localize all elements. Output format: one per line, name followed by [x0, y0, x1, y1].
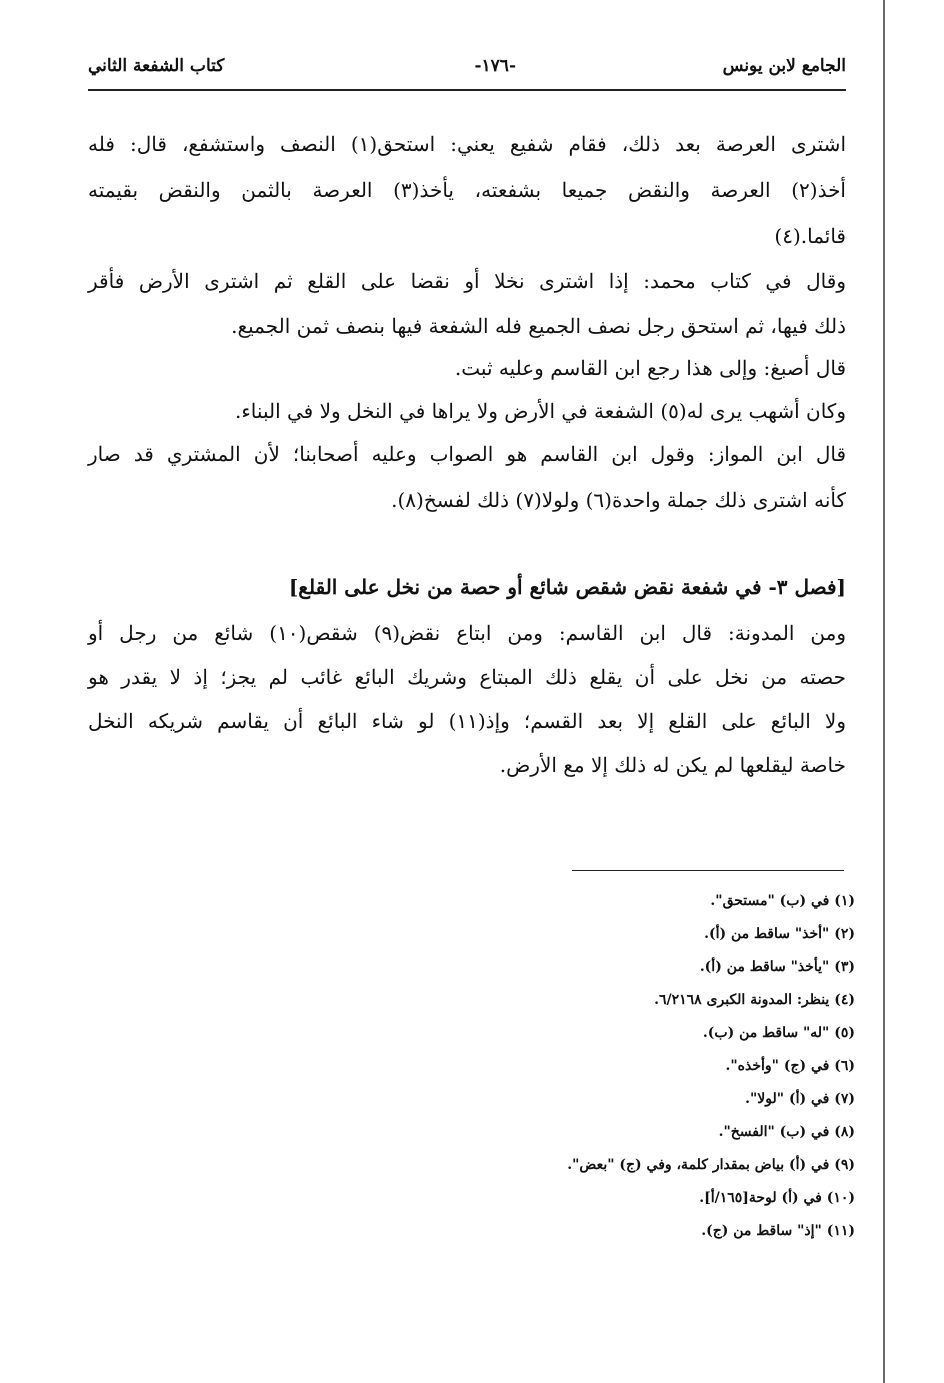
body-line: ذلك فيها، ثم استحق رجل نصف الجميع فله الشفعة فيها بنصف ثمن الجميع. [231, 314, 846, 338]
body-line: ومن المدونة: قال ابن القاسم: ومن ابتاع نقض(٩) شقص(١٠) شائع من رجل أو [88, 621, 846, 645]
body-line: وكان أشهب يرى له(٥) الشفعة في الأرض ولا يراها في النخل ولا في البناء. [235, 399, 846, 423]
page-header [88, 56, 846, 86]
body-line: حصته من نخل على أن يقلع ذلك المبتاع وشريك البائع غائب لم يجز؛ إذ لا يقدر هو [88, 665, 846, 689]
footnote: (٨) في (ب) "الفسخ". [718, 1124, 855, 1140]
body-line: وقال في كتاب محمد: إذا اشترى نخلا أو نقضا على القلع ثم اشترى الأرض فأقر [88, 269, 846, 293]
body-line: قائما.(٤) [774, 224, 846, 248]
footnote: (٧) في (أ) "لولا". [745, 1091, 855, 1107]
body-line: ولا البائع على القلع إلا بعد القسم؛ وإذ(١١) لو شاء البائع أن يقاسم شريكه النخل [88, 709, 846, 733]
header-divider [88, 89, 846, 91]
page-edge-line [883, 0, 885, 1383]
body-line: خاصة ليقلعها لم يكن له ذلك إلا مع الأرض. [499, 753, 846, 777]
section-heading: [فصل ٣- في شفعة نقض شقص شائع أو حصة من نخل على القلع] [288, 575, 846, 599]
footnote: (٥) "له" ساقط من (ب). [702, 1025, 855, 1041]
chapter-title: كتاب الشفعة الثاني [88, 56, 225, 76]
footnote-divider [572, 870, 844, 871]
body-line: كأنه اشترى ذلك جملة واحدة(٦) ولولا(٧) ذلك لفسخ(٨). [391, 488, 846, 512]
body-line: قال أصبغ: وإلى هذا رجع ابن القاسم وعليه ثبت. [454, 356, 846, 380]
footnote: (١٠) في (أ) لوحة[١٦٥/أ]. [699, 1190, 855, 1206]
body-line: اشترى العرصة بعد ذلك، فقام شفيع يعني: استحق(١) النصف واستشفع، قال: فله [88, 132, 847, 156]
footnote: (٤) ينظر: المدونة الكبرى ٦/٢١٦٨. [654, 992, 855, 1008]
book-title: الجامع لابن يونس [722, 56, 846, 76]
footnote: (١١) "إذ" ساقط من (ج). [701, 1223, 855, 1239]
body-line: قال ابن المواز: وقول ابن القاسم هو الصواب وعليه أصحابنا؛ لأن المشتري قد صار [88, 442, 846, 466]
body-line: أخذ(٢) العرصة والنقض جميعا بشفعته، يأخذ(٣) العرصة بالثمن والنقض بقيمته [88, 178, 846, 202]
footnote: (٣) "يأخذ" ساقط من (أ). [699, 959, 855, 975]
footnote: (٢) "أخذ" ساقط من (أ). [704, 926, 855, 942]
footnote: (٩) في (أ) بياض بمقدار كلمة، وفي (ج) "بعض". [567, 1157, 855, 1173]
page-number: -١٧٦- [474, 56, 516, 76]
footnote: (٦) في (ج) "وأخذه". [725, 1058, 855, 1074]
footnote: (١) في (ب) "مستحق". [710, 893, 855, 909]
